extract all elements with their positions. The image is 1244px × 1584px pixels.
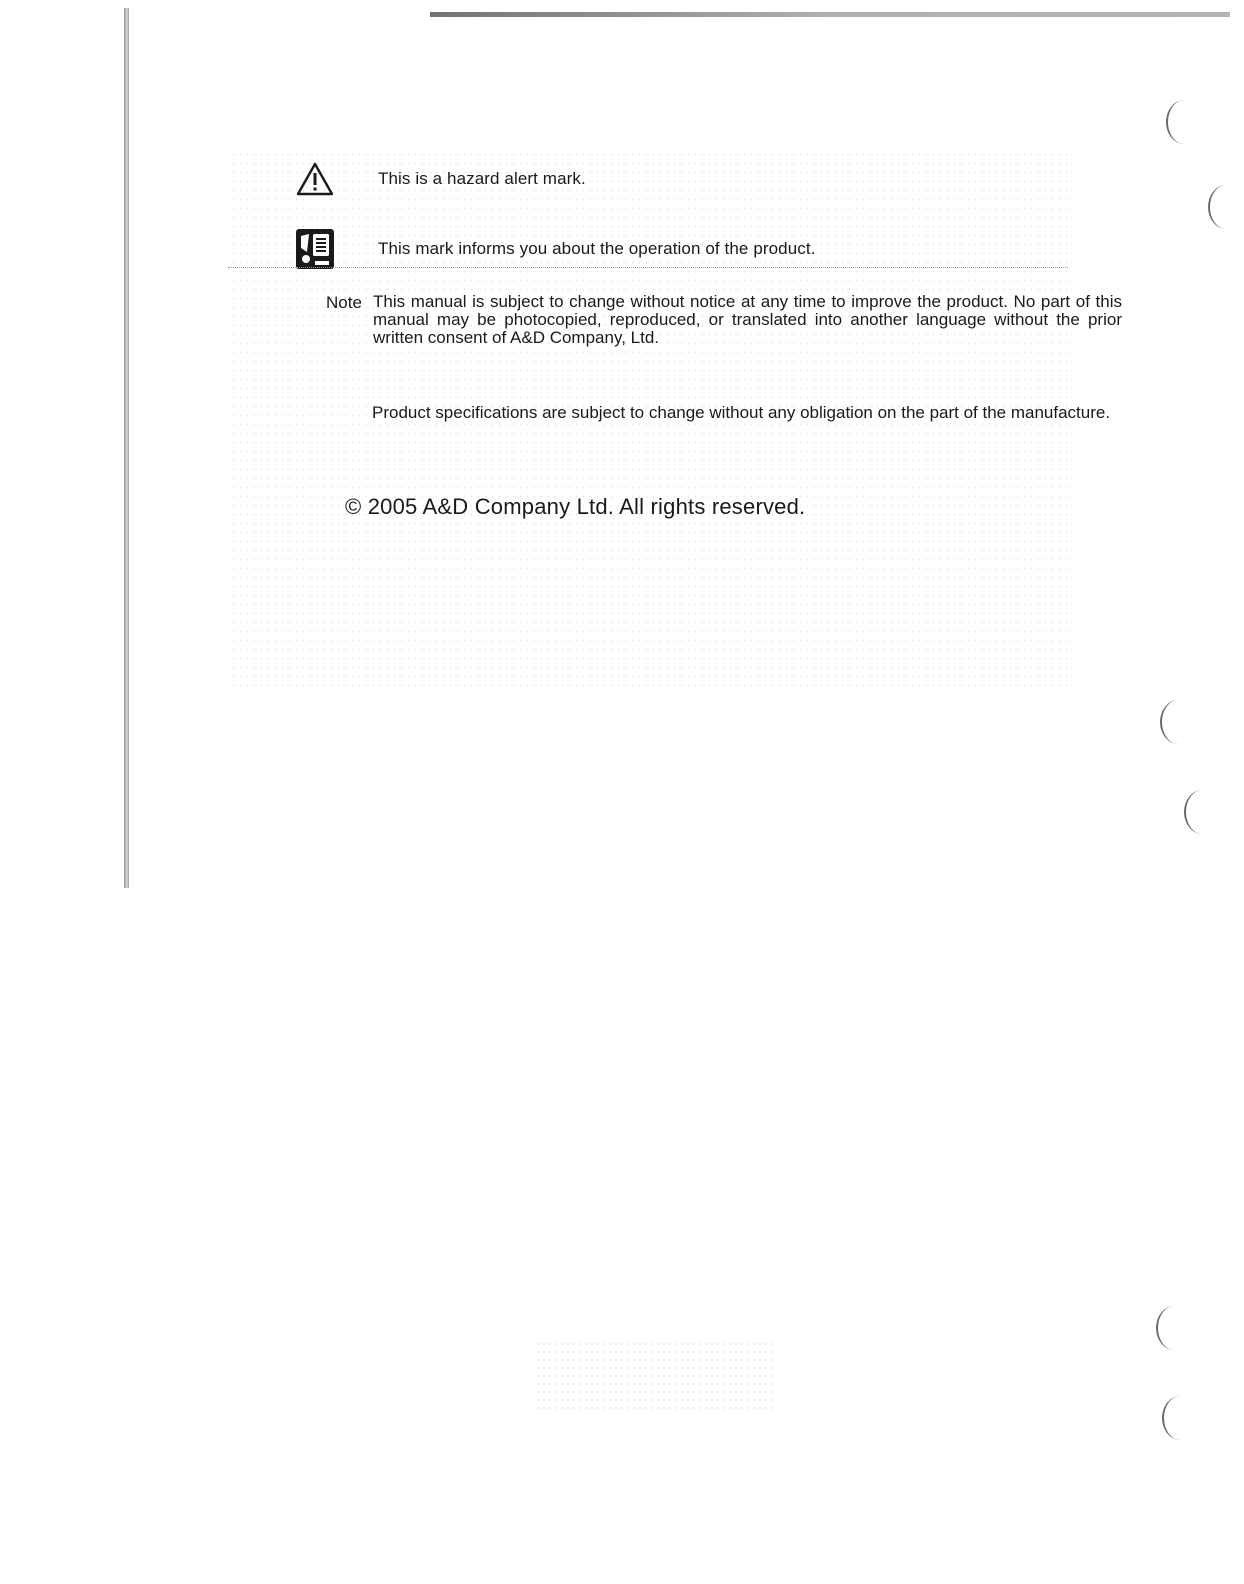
operation-info-icon [290, 226, 340, 272]
specifications-text: Product specifications are subject to change without any obligation on the part of the manufacture. [372, 403, 1111, 422]
divider [228, 267, 1068, 268]
operation-mark-text: This mark informs you about the operation of the product. [378, 239, 816, 258]
note-text: This manual is subject to change without notice at any time to improve the product. No part of this manual may be photocopied, reproduced, or translated into another language without the prior written consent of A&D Company, Ltd. [373, 292, 1122, 347]
binder-hole-mark [1160, 700, 1196, 744]
binder-hole-mark [1156, 1306, 1192, 1350]
copyright-notice: © 2005 A&D Company Ltd. All rights reserved. [345, 494, 806, 519]
binder-hole-mark [1166, 100, 1202, 144]
binder-hole-mark [1208, 185, 1244, 229]
hazard-mark-row [290, 162, 586, 196]
note-label: Note [326, 293, 362, 312]
scan-edge-top [430, 12, 1230, 17]
binder-hole-mark [1184, 790, 1220, 834]
scan-edge-left [124, 8, 129, 888]
scan-noise-bottom [535, 1340, 775, 1410]
hazard-mark-text: This is a hazard alert mark. [378, 169, 586, 188]
operation-mark-row [290, 226, 816, 272]
binder-hole-mark [1162, 1396, 1198, 1440]
hazard-alert-icon [290, 162, 340, 196]
note-section [326, 293, 1122, 347]
